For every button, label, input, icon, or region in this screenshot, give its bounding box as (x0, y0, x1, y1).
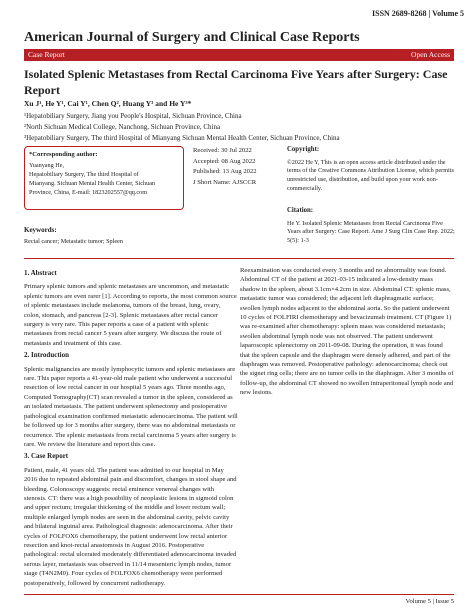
copyright-heading: Copyright: (287, 146, 320, 153)
journal-short-name: J Short Name: AJSCCR (193, 178, 257, 186)
citation-heading: Citation: (287, 207, 314, 214)
page-footer: Volume 5 | Issue 5 (405, 598, 454, 605)
abstract-paragraph: Primary splenic tumors and splenic metastases are uncommon, and metastatic splenic tumors are even rarer [1]. According to reports, the most common source of splenic metastases include melanoma, tumors of the breast, lung, ovary, colon, stomach, and pancreas [2-3]. Splenic metastases after rectal cancer surgery is very rare. This paper reports a case of a patient with splenic metastases from rectal cancer 5 years after surgery. We discuss the route of metastasis and treatment of this case. (24, 283, 237, 347)
affiliations (24, 111, 454, 145)
accepted-date: Accepted: 08 Aug 2022 (193, 157, 256, 165)
corresponding-email-line[interactable]: Province, China, E-mail: 1823202557@qq.com (29, 189, 148, 196)
keywords-heading: Keywords: (24, 226, 57, 234)
body-column-left (24, 266, 238, 591)
affiliation-3: ³Hepatobiliary Surgery, The third Hospital of Mianyang Sichuan Mental Health Center, Sichuan Province, China (24, 134, 340, 143)
abstract-heading: 1. Abstract (24, 269, 57, 277)
affiliation-1: ¹Hepatobiliary Surgery, Jiang you People's Hospital, Sichuan Province, China (24, 112, 242, 120)
author-list: Xu J¹, He Y¹, Cai Y¹, Chen Q², Huang Y³ and He Y³* (24, 99, 192, 108)
published-date: Published: 13 Aug 2022 (193, 168, 257, 175)
footer-divider (24, 594, 454, 595)
corresponding-line: Mianyang. Sichuan Mental Health Center, Sichuan (29, 180, 156, 187)
section-divider (24, 258, 454, 259)
copyright-section (287, 146, 455, 194)
issn-volume: ISSN 2689-8268 | Volume 5 (372, 9, 464, 18)
case-report-paragraph-1: Patient, male, 41 years old. The patient was admitted to our hospital in May 2016 due to repeated abdominal pain and discomfort, changes in stool shape and bleeding. Colonoscopy suggests: rectal eminence venereal changes with stenosis. CT: there was a high possibility of neoplastic lesions in sigmoid colon and upper rectum; irregular thickening of the middle and lower rectum wall; multiple enlarged lymph nodes are seen in the abdominal cavity, pelvic cavity and bilateral inguinal area. Pathological diagnosis: adenocarcinoma. After their cycles of FOLFOX6 chemotherapy, the patient underwent low rectal anterior resection and knot-rectal anastomosis in August 2016. Postoperative pathological: rectal ulcerated moderately differentiated adenocarcinoma invaded serous layer, metastasis was observed in 11/14 mesenteric lymph nodes, tumor stage (T4N2M0). Four cycles of FOLFOX6 chemotherapy were performed postoperatively, followed by concurrent radiotherapy. (24, 466, 237, 587)
keywords-section (24, 226, 264, 245)
case-report-heading: 3. Case Report (24, 452, 69, 461)
received-date: Received: 30 Jul 2022 (193, 147, 252, 154)
open-access-label: Open Access (411, 50, 450, 59)
citation-text: He Y. Isolated Splenic Metastases from Rectal Carcinoma Five Years after Surgery: Case Report. Ame J Surg Clin Case Rep. 2022; 5(5): 1-3 (287, 219, 455, 245)
introduction-heading: 2. Introduction (24, 351, 69, 360)
introduction-paragraph: Splenic malignancies are mostly lymphocytic tumors and splenic metastases are rare. This paper reports a 41-year-old male patient who underwent a successful resection of low rectal cancer in our hospital 5 years ago. Three months ago, Computed Tomography(CT) scan revealed a tumor in the spleen, considered as an isolated metastasis. The patient underwent splenectomy and postoperative pathological examination confirmed metastatic adenocarcinoma. The patient will be followed up for 3 months after surgery, there was no abdominal metastasis or recurrence. The splenic metastasis from rectal carcinoma 5 years after surgery is rare. We review the literature and report this case. (24, 365, 238, 448)
affiliation-2: ²North Sichuan Medical College, Nanchong, Sichuan Province, China (24, 123, 221, 132)
article-title: Isolated Splenic Metastases from Rectal Carcinoma Five Years after Surgery: Case Report (24, 67, 448, 97)
journal-title: American Journal of Surgery and Clinical Case Reports (24, 30, 360, 45)
corresponding-line: Yuanyang He, (29, 162, 65, 169)
corresponding-line: Hepatobiliary Surgery, The third Hospital of (29, 171, 139, 178)
article-type-label: Case Report (28, 50, 65, 59)
article-type-bar (24, 49, 454, 61)
article-dates (193, 146, 257, 188)
copyright-text: ©2022 He Y, This is an open access article distributed under the terms of the Creative Commons Attribution License, which permits unrestricted use, distribution, and build upon your work non-commercially. (287, 158, 454, 192)
case-report-paragraph-2: Reexamination was conducted every 3 months and no abnormality was found. Abdominal CT of the patient at 2021-03-15 indicated a low-density mass shadow in the spleen, about 3.1cm×4.2cm in size. Abdominal CT: splenic mass, metastatic tumor was considered; the adjacent left diaphragmatic surface; swollen lymph nodes adjacent to the abdominal aorta. So the patient underwent 10 cycles of FOLFIRI chemotherapy and bevacizumab treatment. CT (Figure 1) was re-examined after chemotherapy: spleen mass was considered metastasis; swollen abdominal lymph node was not observed. The patient underwent laparoscopic splenectomy on 2011-09-08. During the operation, it was found that the spleen capsule and the diaphragm were densely adhered, and part of the diaphragm was removed. Postoperative pathology: adenocarcinoma; check out the signet ring cells; there are no tumor cells in the diaphragm. After 3 months of follow-up, the abdominal CT showed no swollen intraperitoneal lymph node and new lesions. (240, 267, 454, 397)
corresponding-author-title: *Corresponding author: (29, 151, 98, 158)
body-column-right (240, 266, 454, 401)
citation-section (287, 207, 455, 246)
keywords-text: Rectal cancer; Metastatic tumor; Spleen (24, 238, 123, 245)
corresponding-author-box (24, 146, 184, 210)
